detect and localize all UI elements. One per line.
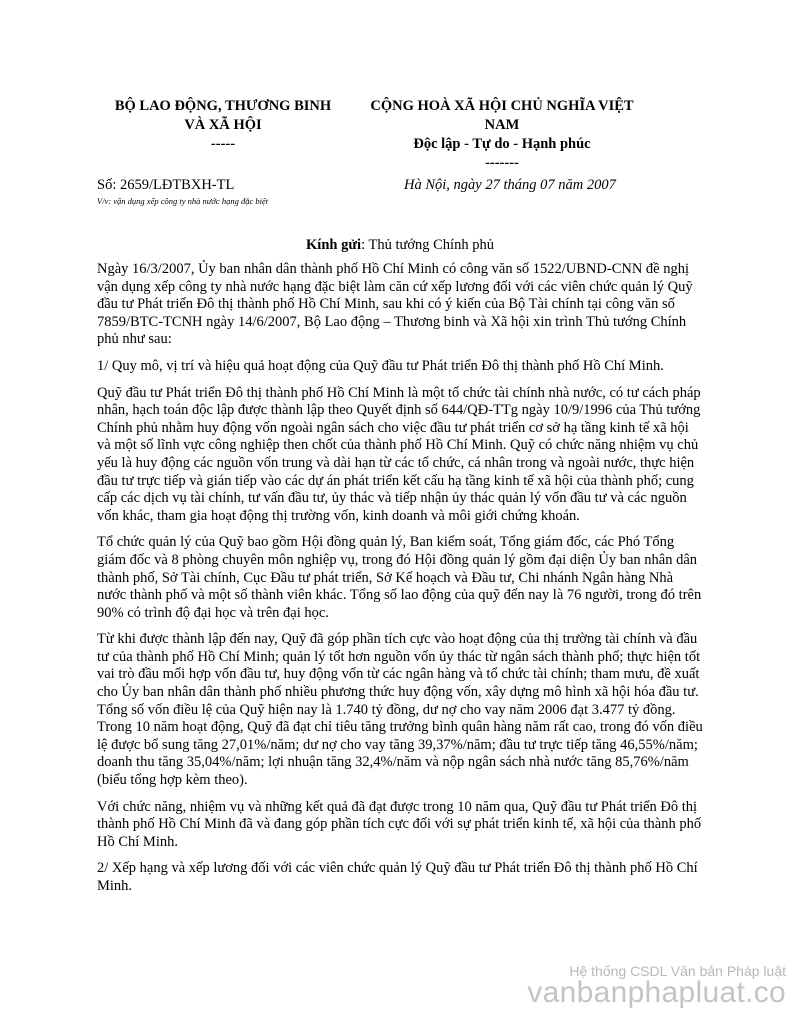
watermark-caption: Hệ thống CSDL Văn bản Pháp luật: [569, 963, 786, 979]
body-paragraph: Với chức năng, nhiệm vụ và những kết quả đã đạt được trong 10 năm qua, Quỹ đầu tư Phát triển Đô thị thành phố Hồ Chí Minh đã và đang góp phần tích cực đối với sự phát triển kinh tế, xã hội của thành phố Hồ Chí Minh.: [97, 798, 702, 850]
body-paragraph: Từ khi được thành lập đến nay, Quỹ đã góp phần tích cực vào hoạt động của thị trường tài chính và đầu tư của thành phố Hồ Chí Minh; quản lý tốt hơn nguồn vốn ủy thác từ ngân sách thành phố; thực hiện tốt vai trò đầu mối hợp vốn đầu tư, huy động vốn từ các ngân hàng và tổ chức tài chính; tham mưu, đề xuất cho Ủy ban nhân dân thành phố nhiều phương thức huy động vốn, xây dựng mô hình xã hội hóa đầu tư. Tổng số vốn điều lệ của Quỹ hiện nay là 1.740 tỷ đồng, dư nợ cho vay năm 2006 đạt 3.477 tỷ đồng. Trong 10 năm hoạt động, Quỹ đã đạt chỉ tiêu tăng trưởng bình quân hàng năm rất cao, trong đó vốn điều lệ được bổ sung tăng 27,01%/năm; dư nợ cho vay tăng 39,37%/năm; đầu tư trực tiếp tăng 46,55%/năm; doanh thu tăng 35,04%/năm; lợi nhuận tăng 32,4%/năm và nộp ngân sách nhà nước tăng 85,76%/năm (biểu tổng hợp kèm theo).: [97, 631, 703, 789]
document-body: [97, 261, 705, 905]
motto-separator: -------: [485, 155, 519, 171]
agency-name-line1: BỘ LAO ĐỘNG, THƯƠNG BINH: [114, 98, 332, 114]
recipient-name: : Thủ tướng Chính phủ: [361, 237, 494, 253]
watermark-site: vanbanphapluat.co: [527, 976, 786, 1009]
recipient-label: Kính gửi: [306, 237, 362, 253]
nation-name-line2: NAM: [484, 117, 520, 133]
document-subject: V/v: vận dụng xếp công ty nhà nước hạng đặc biệt: [97, 196, 269, 206]
body-paragraph: Ngày 16/3/2007, Ủy ban nhân dân thành phố Hồ Chí Minh có công văn số 1522/UBND-CNN đề nghị vận dụng xếp công ty nhà nước hạng đặc biệt làm căn cứ xếp lương đối với các viên chức quản lý Quỹ đầu tư Phát triển Đô thị thành phố Hồ Chí Minh, sau khi có ý kiến của Bộ Tài chính tại công văn số 7859/BTC-TCNH ngày 14/6/2007, Bộ Lao động – Thương binh và Xã hội xin trình Thủ tướng Chính phủ như sau:: [97, 261, 693, 348]
national-motto: Độc lập - Tự do - Hạnh phúc: [413, 136, 591, 152]
agency-name-line2: VÀ XÃ HỘI: [184, 117, 262, 133]
issuing-agency-block: [100, 97, 346, 154]
section-heading-2: 2/ Xếp hạng và xếp lương đối với các viên chức quản lý Quỹ đầu tư Phát triển Đô thị thành phố Hồ Chí Minh.: [97, 860, 698, 894]
body-paragraph: Tổ chức quản lý của Quỹ bao gồm Hội đồng quản lý, Ban kiểm soát, Tổng giám đốc, các Phó Tổng giám đốc và 8 phòng chuyên môn nghiệp vụ, trong đó Hội đồng quản lý gồm đại diện Ủy ban nhân dân thành phố, Sở Tài chính, Cục Đầu tư phát triển, Sở Kế hoạch và Đầu tư, Chi nhánh Ngân hàng Nhà nước thành phố và một số thành viên khác. Tổng số lao động của quỹ đến nay là 76 người, trong đó trên 90% có trình độ đại học và trên đại học.: [97, 534, 702, 621]
section-heading-1: 1/ Quy mô, vị trí và hiệu quả hoạt động của Quỹ đầu tư Phát triển Đô thị thành phố Hồ Chí Minh.: [97, 357, 664, 374]
recipient-line: [0, 237, 800, 254]
national-title-block: [352, 97, 652, 173]
body-paragraph: Quỹ đầu tư Phát triển Đô thị thành phố Hồ Chí Minh là một tổ chức tài chính nhà nước, có tư cách pháp nhân, hạch toán độc lập được thành lập theo Quyết định số 644/QĐ-TTg ngày 10/9/1996 của Thủ tướng Chính phủ nhằm huy động vốn ngoài ngân sách cho việc đầu tư phát triển cơ sở hạ tầng kinh tế xã hội và một số lĩnh vực công nghiệp then chốt của thành phố Hồ Chí Minh. Quỹ có chức năng nhiệm vụ chủ yếu là huy động các nguồn vốn trung và dài hạn từ các tổ chức, cá nhân trong và ngoài nước, thực hiện đầu tư trực tiếp và gián tiếp vào các dự án phát triển kết cấu hạ tầng kinh tế xã hội của thành phố; cung cấp các dịch vụ tài chính, tư vấn đầu tư, ủy thác và tiếp nhận ủy thác quản lý vốn đầu tư và các nguồn vốn khác, tham gia hoạt động thị trường vốn, kinh doanh và môi giới chứng khoán.: [97, 384, 701, 524]
document-number: Số: 2659/LĐTBXH-TL: [97, 177, 235, 193]
agency-separator: -----: [210, 136, 236, 152]
nation-name-line1: CỘNG HOÀ XÃ HỘI CHỦ NGHĨA VIỆT: [370, 98, 634, 114]
place-and-date: Hà Nội, ngày 27 tháng 07 năm 2007: [404, 177, 616, 193]
